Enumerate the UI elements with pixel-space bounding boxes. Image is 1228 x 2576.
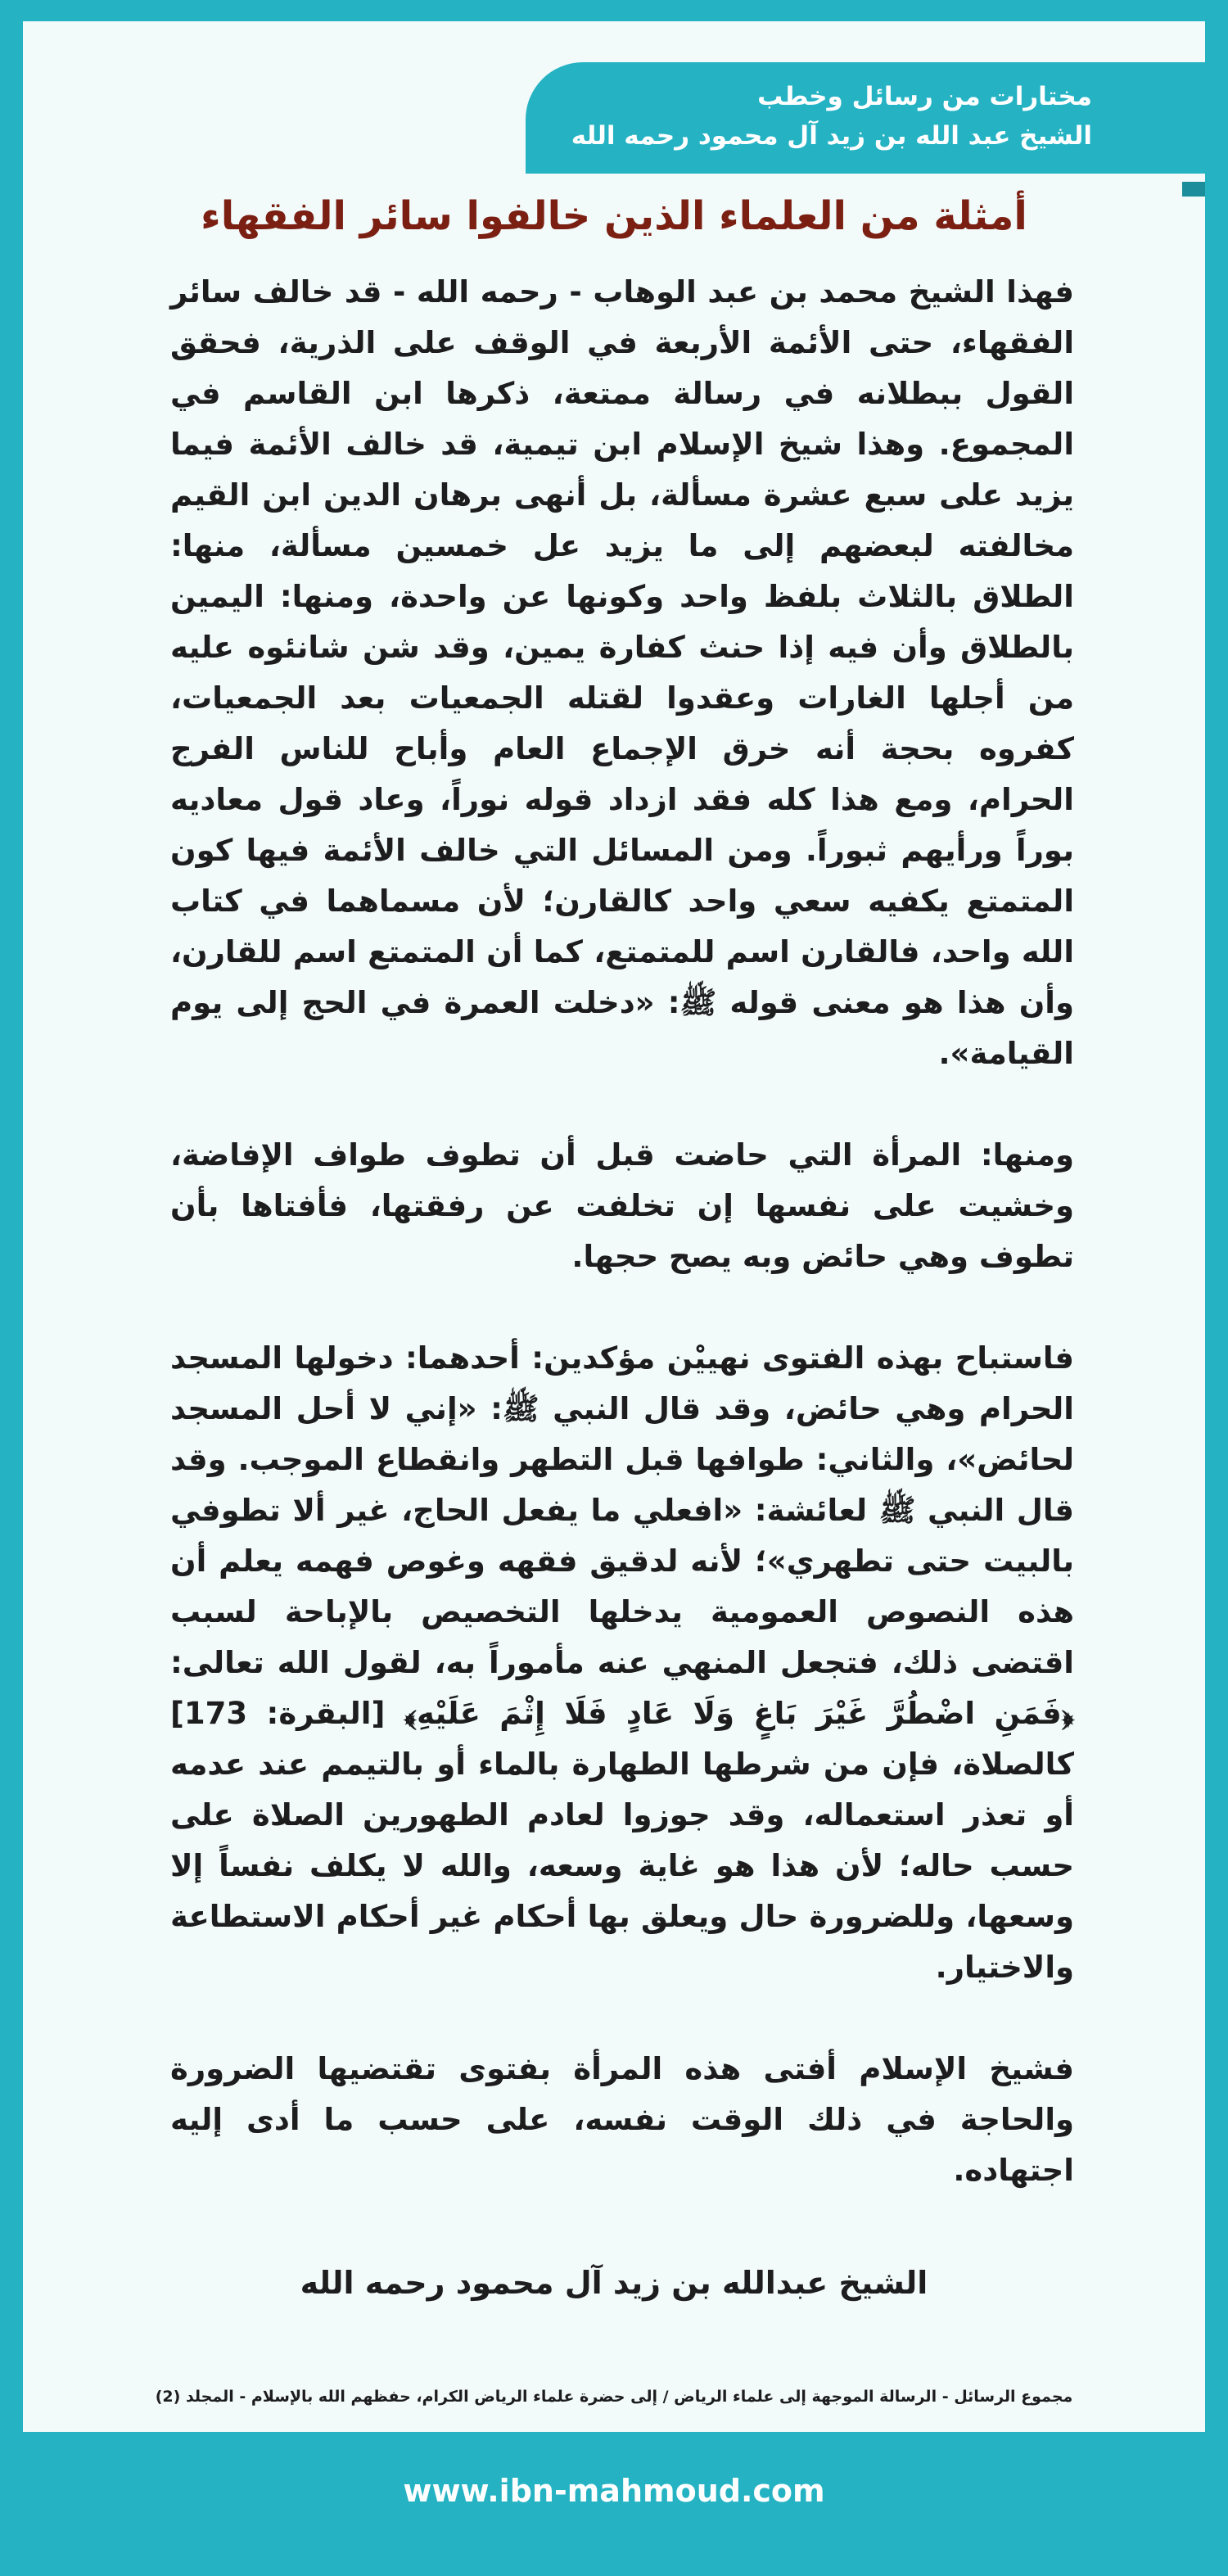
author-name: الشيخ عبد الله بن زيد آل محمود رحمه الله [571, 121, 1092, 151]
paragraph: فشيخ الإسلام أفتى هذه المرأة بفتوى تقتضيها الضرورة والحاجة في ذلك الوقت نفسه، على حسب ما أدى إليه اجتهاده. [170, 2051, 1074, 2188]
paragraph: فهذا الشيخ محمد بن عبد الوهاب - رحمه الله - قد خالف سائر الفقهاء، حتى الأئمة الأربعة في الوقف على الذرية، فحقق القول ببطلانه في رسالة ممتعة، ذكرها ابن القاسم في المجموع. وهذا شيخ الإسلام ابن تيمية، قد خالف الأئمة فيما يزيد على سبع عشرة مسألة، بل أنهى برهان الدين ابن القيم مخالفته لبعضهم إلى ما يزيد عل خمسين مسألة، منها: الطلاق بالثلاث بلفظ واحد وكونها عن واحدة، ومنها: اليمين بالطلاق وأن فيه إذا حنث كفارة يمين، وقد شن شانئوه عليه من أجلها الغارات وعقدوا لقتله الجمعيات بعد الجمعيات، كفروه بحجة أنه خرق الإجماع العام وأباح للناس الفرج الحرام، ومع هذا كله فقد ازداد قوله نوراً، وعاد قول معاديه بوراً ورأيهم ثبوراً. ومن المسائل التي خالف الأئمة فيها كون المتمتع يكفيه سعي واحد كالقارن؛ لأن مسماهما في كتاب الله واحد، فالقارن اسم للمتمتع، كما أن المتمتع اسم للقارن، وأن هذا هو معنى قوله ﷺ: «دخلت العمرة في الحج إلى يوم القيامة». [170, 274, 1074, 1071]
article-title: أمثلة من العلماء الذين خالفوا سائر الفقهاء [201, 193, 1027, 239]
paragraph: فاستباح بهذه الفتوى نهييْن مؤكدين: أحدهما: دخولها المسجد الحرام وهي حائض، وقد قال النبي ﷺ: «إني لا أحل المسجد لحائض»، والثاني: طوافها قبل التطهر وانقطاع الموجب. وقد قال النبي ﷺ لعائشة: «افعلي ما يفعل الحاج، غير ألا تطوفي بالبيت حتى تطهري»؛ لأنه لدقيق فقهه وغوص فهمه يعلم أن هذه النصوص العمومية يدخلها التخصيص بالإباحة لسبب اقتضى ذلك، فتجعل المنهي عنه مأموراً به، لقول الله تعالى: ﴿فَمَنِ اضْطُرَّ غَيْرَ بَاغٍ وَلَا عَادٍ فَلَا إِثْمَ عَلَيْهِ﴾ [البقرة: 173] كالصلاة، فإن من شرطها الطهارة بالماء أو بالتيمم عند عدمه أو تعذر استعماله، وقد جوزوا لعادم الطهورين الصلاة على حسب حاله؛ لأن هذا هو غاية وسعه، والله لا يكلف نفساً إلا وسعها، وللضرورة حال ويعلق بها أحكام غير أحكام الاستطاعة والاختيار. [170, 1340, 1074, 1985]
ribbon-fold [1182, 182, 1205, 197]
series-title: مختارات من رسائل وخطب [757, 82, 1092, 111]
content-panel [23, 21, 1205, 2432]
source-reference: مجموع الرسائل - الرسالة الموجهة إلى علماء الرياض / إلى حضرة علماء الرياض الكرام، حفظهم الله بالإسلام - المجلد (2) [155, 2388, 1073, 2406]
article-body [170, 267, 1074, 2247]
series-header-tab [526, 62, 1205, 174]
signature: الشيخ عبدالله بن زيد آل محمود رحمه الله [300, 2265, 928, 2301]
website-link[interactable]: www.ibn-mahmoud.com [403, 2473, 825, 2509]
paragraph: ومنها: المرأة التي حاضت قبل أن تطوف طواف الإفاضة، وخشيت على نفسها إن تخلفت عن رفقتها، فأفتاها بأن تطوف وهي حائض وبه يصح حجها. [170, 1137, 1074, 1274]
